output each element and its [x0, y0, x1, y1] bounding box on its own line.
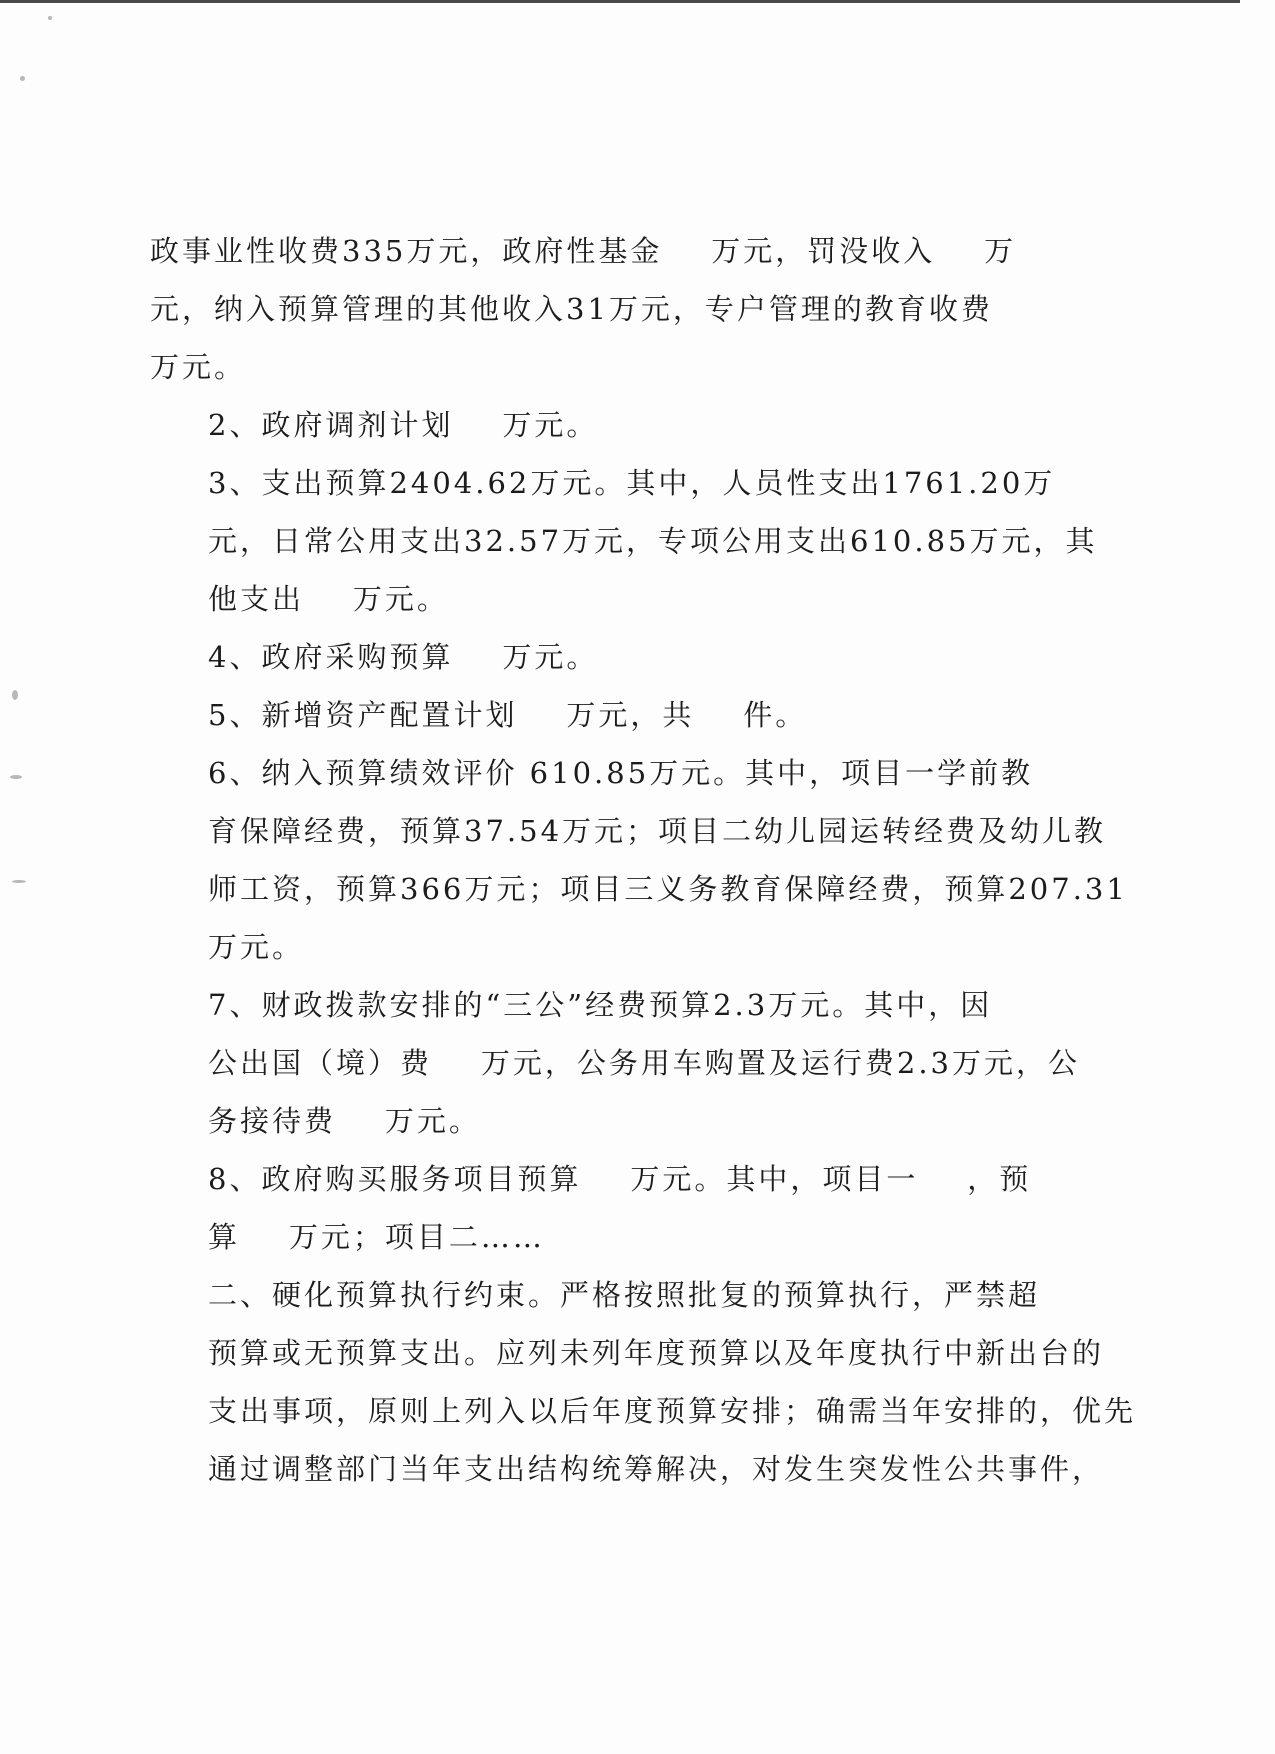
paragraph-item-8 [150, 1150, 1085, 1266]
text-line: 2、政府调剂计划 万元。 [208, 408, 599, 442]
scan-speck [48, 16, 52, 20]
paragraph-item-2 [150, 396, 1085, 454]
paragraph-revenue-continued [150, 222, 1085, 396]
text-line: 3、支出预算2404.62万元。其中，人员性支出1761.20万 [208, 466, 1056, 500]
scan-speck [12, 690, 18, 700]
text-line: 师工资，预算366万元；项目三义务教育保障经费，预算207.31 [208, 872, 1128, 906]
text-line: 预算或无预算支出。应列未列年度预算以及年度执行中新出台的 [208, 1336, 1105, 1370]
paragraph-section-2 [150, 1266, 1137, 1498]
text-line: 8、政府购买服务项目预算 万元。其中，项目一 ，预 [208, 1162, 1032, 1196]
paragraph-item-3 [150, 454, 1098, 628]
paragraph-item-5 [150, 686, 1085, 744]
text-line: 万元。 [150, 350, 247, 384]
text-line: 5、新增资产配置计划 万元，共 件。 [208, 698, 808, 732]
text-line: 4、政府采购预算 万元。 [208, 640, 599, 674]
scan-speck [10, 775, 22, 779]
text-line: 育保障经费，预算37.54万元；项目二幼儿园运转经费及幼儿教 [208, 814, 1107, 848]
text-line: 7、财政拨款安排的“三公”经费预算2.3万元。其中，因 [208, 988, 993, 1022]
text-line: 通过调整部门当年支出结构统筹解决，对发生突发性公共事件， [208, 1452, 1105, 1486]
text-line: 元，日常公用支出32.57万元，专项公用支出610.85万元，其 [208, 524, 1098, 558]
text-line: 元，纳入预算管理的其他收入31万元，专户管理的教育收费 [150, 292, 993, 326]
paragraph-item-7 [150, 976, 1085, 1150]
paragraph-item-4 [150, 628, 1085, 686]
document-body [150, 222, 1137, 1498]
text-line: 政事业性收费335万元，政府性基金 万元，罚没收入 万 [150, 234, 1017, 268]
text-line: 二、硬化预算执行约束。严格按照批复的预算执行，严禁超 [208, 1278, 1041, 1312]
scan-speck [12, 880, 26, 883]
text-line: 算 万元；项目二…… [208, 1220, 545, 1254]
text-line: 支出事项，原则上列入以后年度预算安排；确需当年安排的，优先 [208, 1394, 1137, 1428]
paragraph-item-6 [150, 744, 1128, 976]
text-line: 务接待费 万元。 [208, 1104, 481, 1138]
text-line: 公出国（境）费 万元，公务用车购置及运行费2.3万元，公 [208, 1046, 1080, 1080]
text-line: 万元。 [208, 930, 305, 964]
text-line: 6、纳入预算绩效评价 610.85万元。其中，项目一学前教 [208, 756, 1034, 790]
scan-top-edge [0, 0, 1240, 3]
text-line: 他支出 万元。 [208, 582, 449, 616]
scan-speck [20, 76, 25, 81]
